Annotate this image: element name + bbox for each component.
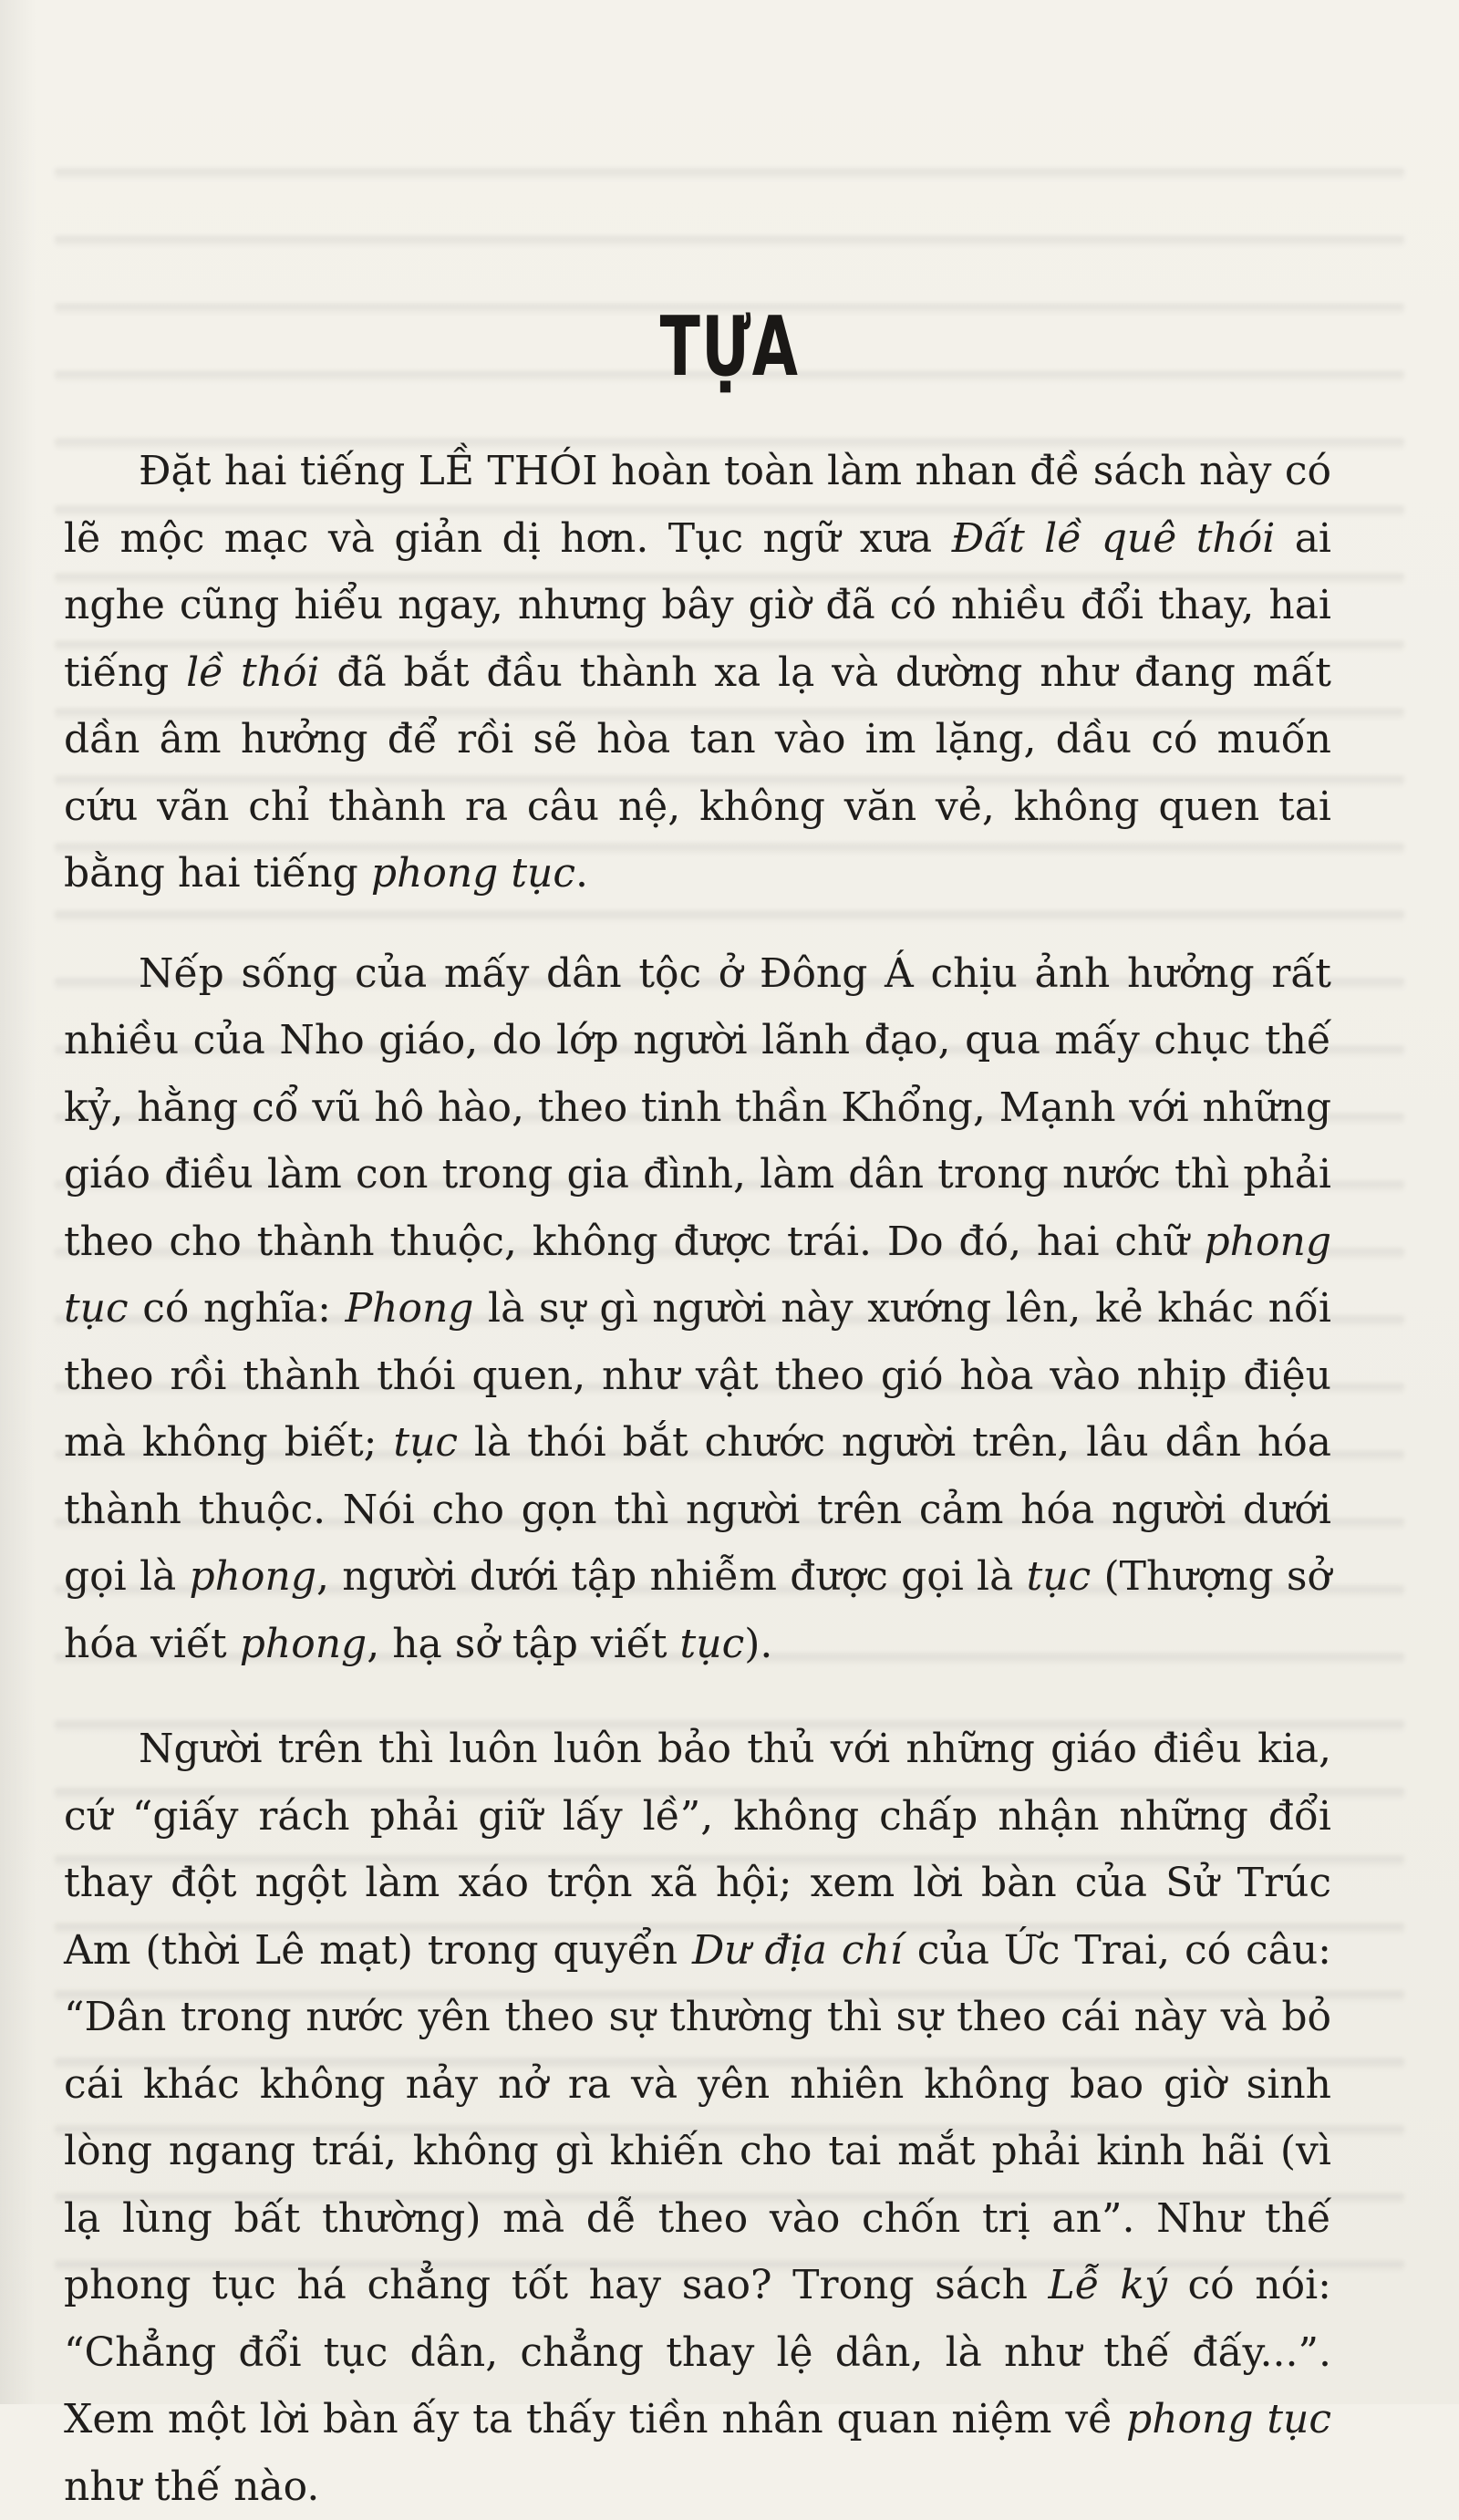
text-run: đã bắt đầu thành xa lạ và dường như đang mất dần âm hưởng để rồi sẽ hòa tan vào im lặng, dầu có muốn cứu vãn chỉ thành ra câu nệ, không văn vẻ, không quen tai bằng hai tiếng [64,648,1331,897]
text-run: Đặt hai tiếng LỀ THÓI hoàn toàn làm nhan đề sách này có lẽ mộc mạc và giản dị hơn. Tục ngữ xưa [64,448,1331,562]
paragraph-3 [64,1716,1331,2520]
italic-run: tục [1026,1553,1092,1600]
text-run: có nghĩa: [128,1285,346,1332]
italic-run: phong tục [64,1218,1331,1332]
text-run: (Thượng sở hóa viết [64,1553,1331,1667]
text-run: là thói bắt chước người trên, lâu dần hóa thành thuộc. Nói cho gọn thì người trên cảm hóa người dưới gọi là [64,1419,1331,1600]
paragraph-1 [64,438,1331,907]
body-text [64,438,1331,2520]
text-run: , hạ sở tập viết [367,1620,680,1667]
text-run: của Ức Trai, có câu: “Dân trong nước yên theo sự thường thì sự theo cái này và bỏ cái khác không nảy nở ra và yên nhiên không bao giờ sinh lòng ngang trái, không gì khiến cho tai mắt phải kinh hãi (vì lạ lùng bất thường) mà dễ theo vào chốn trị an”. Như thế phong tục há chẳng tốt hay sao? Trong sách [64,1926,1331,2308]
text-run: Người trên thì luôn luôn bảo thủ với những giáo điều kia, cứ “giấy rách phải giữ lấy lề”, không chấp nhận những đổi thay đột ngột làm xáo trộn xã hội; xem lời bàn của Sử Trúc Am (thời Lê mạt) trong quyển [64,1726,1331,1974]
text-run: Nếp sống của mấy dân tộc ở Đông Á chịu ảnh hưởng rất nhiều của Nho giáo, do lớp người lãnh đạo, qua mấy chục thế kỷ, hằng cổ vũ hô hào, theo tinh thần Khổng, Mạnh với những giáo điều làm con trong gia đình, làm dân trong nước thì phải theo cho thành thuộc, không được trái. Do đó, hai chữ [64,949,1331,1265]
page-title: TỰA [659,299,800,396]
text-run: , người dưới tập nhiễm được gọi là [316,1553,1027,1600]
italic-run: phong tục [1126,2396,1332,2442]
italic-run: Dư địa chí [692,1926,903,1974]
italic-run: lề thói [186,648,320,696]
italic-run: phong [239,1620,367,1667]
italic-run: Phong [345,1285,474,1332]
paragraph-2 [64,940,1331,1678]
italic-run: phong tục [370,850,575,897]
text-run: là sự gì người này xướng lên, kẻ khác nối theo rồi thành thói quen, như vật theo gió hòa vào nhịp điệu mà không biết; [64,1285,1331,1466]
italic-run: tục [393,1419,459,1466]
page-gutter-shadow [0,0,36,2404]
italic-run: phong [189,1553,316,1600]
text-run: . [575,850,588,897]
italic-run: Lễ ký [1048,2262,1167,2308]
italic-run: tục [679,1620,745,1667]
italic-run: Đất lề quê thói [951,514,1276,562]
text-run: ). [744,1620,773,1667]
text-run: như thế nào. [64,2463,320,2510]
text-run: có nói: “Chẳng đổi tục dân, chẳng thay lệ dân, là như thế đấy...”. Xem một lời bàn ấy ta thấy tiền nhân quan niệm về [64,2262,1331,2442]
text-run: ai nghe cũng hiểu ngay, nhưng bây giờ đã có nhiều đổi thay, hai tiếng [64,514,1332,696]
